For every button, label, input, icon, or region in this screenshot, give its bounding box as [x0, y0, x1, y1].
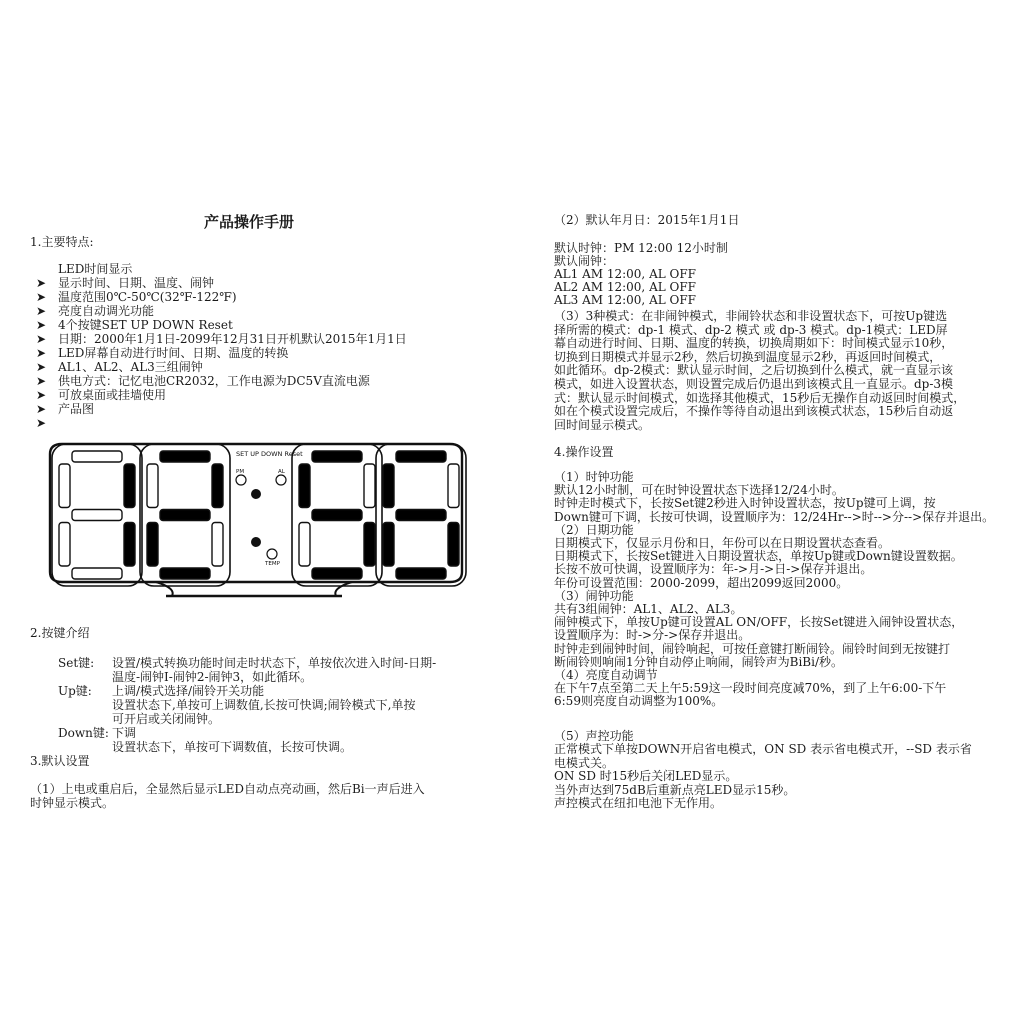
modes-line: 切换到日期模式并显示2秒，然后切换到温度显示2秒，再返回时间模式，: [554, 349, 942, 364]
digit-segment-e: [147, 523, 158, 567]
digit-segment-a: [72, 451, 122, 462]
modes-line: 如此循环。dp-2模式：默认显示时间，之后切换到什么模式，就一直显示该: [554, 363, 954, 378]
digit-segment-f: [299, 464, 310, 508]
digit-segment-e: [299, 523, 310, 567]
operation-line: 年份可设置范围：2000-2099，超出2099返回2000。: [554, 575, 849, 590]
modes-line: （3）3种模式：在非闹钟模式，非闹铃状态和非设置状态下，可按Up键选: [554, 309, 948, 323]
digit-segment-b: [124, 464, 135, 508]
operation-line: 6:59则亮度自动调整为100%。: [554, 694, 724, 709]
operation-line: Down键可下调，长按可快调，设置顺序为：12/24Hr-->时-->分-->保存并退出。: [554, 509, 995, 524]
section-heading-features: 1.主要特点:: [30, 235, 94, 249]
list-item: ➤ 亮度自动调光功能: [36, 304, 155, 318]
list-item: [36, 416, 58, 430]
alarm-default: AL3 AM 12:00, AL OFF: [554, 293, 697, 307]
colon-dot-bottom: [251, 537, 261, 547]
digit-segment-f: [383, 464, 394, 508]
temp-label: TEMP: [265, 561, 280, 567]
sound-line: 正常模式下单按DOWN开启省电模式，ON SD 表示省电模式开，--SD 表示省: [554, 742, 972, 757]
digit-segment-f: [59, 464, 70, 508]
digit-segment-f: [147, 464, 158, 508]
list-item: ➤ 供电方式：记忆电池CR2032，工作电源为DC5V直流电源: [36, 374, 370, 388]
temp-indicator: [267, 549, 277, 559]
operation-line: （4）亮度自动调节: [554, 668, 658, 682]
digit-segment-c: [124, 523, 135, 567]
modes-line: 模式，如进入设置状态，则设置完成后仍退出到该模式且一直显示。dp-3模: [554, 377, 954, 391]
digit-segment-e: [383, 523, 394, 567]
alarm-default: AL2 AM 12:00, AL OFF: [554, 280, 697, 294]
default-text: 时钟显示模式。: [30, 796, 115, 810]
operation-line: 共有3组闹钟：AL1、AL2、AL3。: [554, 602, 743, 616]
digit-segment-d: [72, 568, 122, 579]
section-heading-keys: 2.按键介绍: [30, 626, 90, 640]
section-heading-operation: 4.操作设置: [554, 445, 614, 459]
list-item: ➤ LED屏幕自动进行时间、日期、温度的转换: [36, 346, 289, 360]
arrow-icon: ➤: [36, 318, 47, 332]
digit-segment-d: [312, 568, 362, 579]
digit-segment-b: [448, 464, 459, 508]
arrow-icon: ➤: [36, 346, 47, 360]
list-item: ➤ 产品图: [36, 402, 95, 416]
up-key-desc: 设置状态下,单按可上调数值,长按可快调;闹铃模式下,单按: [112, 698, 416, 712]
down-key-desc: 下调: [112, 726, 137, 740]
default-clock: 默认时钟：PM 12:00 12小时制: [554, 241, 728, 255]
operation-line: 时钟走时模式下，长按Set键2秒进入时钟设置状态，按Up键可上调，按: [554, 496, 936, 511]
sound-line: 电模式关。: [554, 755, 615, 770]
up-key-label: Up键:: [58, 684, 92, 698]
digit-segment-g: [160, 510, 210, 521]
arrow-icon: ➤: [36, 304, 47, 318]
arrow-icon: ➤: [36, 360, 47, 374]
digit-segment-c: [448, 523, 459, 567]
operation-line: 时钟走到闹钟时间，闹铃响起，可按任意键打断闹铃。闹铃时间到无按键打: [554, 641, 951, 656]
up-key-desc: 可开启或关闭闹钟。: [112, 712, 221, 726]
colon-dot-top: [251, 489, 261, 499]
page-title: 产品操作手册: [204, 213, 295, 231]
up-key-desc: 上调/模式选择/闹铃开关功能: [112, 684, 265, 698]
operation-line: （3）闹钟功能: [554, 588, 634, 603]
digit-segment-a: [160, 451, 210, 462]
clock-product-image: [36, 436, 476, 608]
operation-line: 默认12小时制，可在时钟设置状态下选择12/24小时。: [554, 483, 844, 498]
digit-segment-c: [212, 523, 223, 567]
list-item: ➤ 显示时间、日期、温度、闹钟: [36, 276, 215, 290]
list-item: LED时间显示: [58, 262, 133, 276]
arrow-icon: ➤: [36, 290, 47, 304]
button-labels: SET UP DOWN Reset: [236, 450, 303, 458]
digit-segment-a: [312, 451, 362, 462]
digit-segment-g: [72, 510, 122, 521]
list-item: ➤ 4个按键SET UP DOWN Reset: [36, 318, 233, 332]
operation-line: 断闹铃则响闹1分钟自动停止响闹，闹铃声为BiBi/秒。: [554, 654, 843, 669]
operation-line: 在下午7点至第二天上午5:59这一段时间亮度减70%，到了上午6:00-下午: [554, 681, 947, 696]
sound-line: 当外声达到75dB后重新点亮LED显示15秒。: [554, 782, 796, 797]
list-item: ➤ 温度范围0℃-50℃(32℉-122℉): [36, 290, 237, 304]
set-key-desc: 温度-闹钟I-闹钟2-闹钟3，如此循环。: [112, 670, 313, 684]
arrow-icon: ➤: [36, 276, 47, 290]
operation-line: 日期模式下，仅显示月份和日，年份可以在日期设置状态查看。: [554, 536, 891, 550]
arrow-icon: ➤: [36, 416, 47, 430]
arrow-icon: ➤: [36, 388, 47, 402]
operation-line: 设置顺序为：时->分->保存并退出。: [554, 628, 751, 643]
digit-segment-b: [212, 464, 223, 508]
digit-segment-a: [396, 451, 446, 462]
pm-label: PM: [236, 469, 245, 475]
default-alarm-heading: 默认闹钟：: [554, 254, 615, 268]
operation-line: 闹钟模式下，单按Up键可设置AL ON/OFF，长按Set键进入闹钟设置状态，: [554, 615, 964, 630]
sound-line: 声控模式在纽扣电池下无作用。: [554, 796, 723, 810]
down-key-label: Down键:: [58, 726, 109, 740]
al-indicator: [276, 475, 286, 485]
default-text: （1）上电或重启后，全显然后显示LED自动点亮动画，然后Bi一声后进入: [30, 782, 425, 796]
set-key-label: Set键:: [58, 656, 95, 670]
digit-segment-d: [160, 568, 210, 579]
default-date: （2）默认年月日：2015年1月1日: [554, 213, 740, 227]
set-key-desc: 设置/模式转换功能时间走时状态下，单按依次进入时间-日期-: [112, 656, 437, 670]
arrow-icon: ➤: [36, 374, 47, 388]
arrow-icon: ➤: [36, 402, 47, 416]
digit-segment-g: [312, 510, 362, 521]
section-heading-defaults: 3.默认设置: [30, 754, 90, 768]
digit-segment-b: [364, 464, 375, 508]
operation-line: （1）时钟功能: [554, 470, 634, 484]
list-item: ➤ AL1、AL2、AL3三组闹钟: [36, 360, 203, 374]
sound-line: （5）声控功能: [554, 729, 634, 743]
down-key-desc: 设置状态下，单按可下调数值，长按可快调。: [112, 740, 353, 754]
list-item: ➤ 可放桌面或挂墙使用: [36, 388, 167, 402]
alarm-default: AL1 AM 12:00, AL OFF: [554, 267, 697, 281]
pm-indicator: [236, 475, 246, 485]
arrow-icon: ➤: [36, 332, 47, 346]
modes-line: 式：默认显示时间模式，如选择其他模式，15秒后无操作自动返回时间模式，: [554, 390, 966, 405]
operation-line: （2）日期功能: [554, 522, 634, 537]
digit-segment-g: [396, 510, 446, 521]
operation-line: 日期模式下，长按Set键进入日期设置状态，单按Up键或Down键设置数据。: [554, 549, 963, 564]
al-label: AL: [278, 469, 285, 475]
modes-line: 择所需的模式：dp-1 模式、dp-2 模式 或 dp-3 模式。dp-1模式：LED屏: [554, 322, 948, 337]
operation-line: 长按不放可快调，设置顺序为：年->月->日->保存并退出。: [554, 562, 873, 577]
list-item: ➤ 日期：2000年1月1日-2099年12月31日开机默认2015年1月1日: [36, 332, 407, 346]
digit-segment-e: [59, 523, 70, 567]
digit-segment-d: [396, 568, 446, 579]
modes-line: 幕自动进行时间、日期、温度的转换，切换周期如下：时间模式显示10秒，: [554, 336, 954, 351]
sound-line: ON SD 时15秒后关闭LED显示。: [554, 769, 738, 784]
modes-line: 回时间显示模式。: [554, 417, 651, 432]
digit-segment-c: [364, 523, 375, 567]
modes-line: 如在个模式设置完成后，不操作等待自动退出到该模式状态，15秒后自动返: [554, 404, 954, 419]
